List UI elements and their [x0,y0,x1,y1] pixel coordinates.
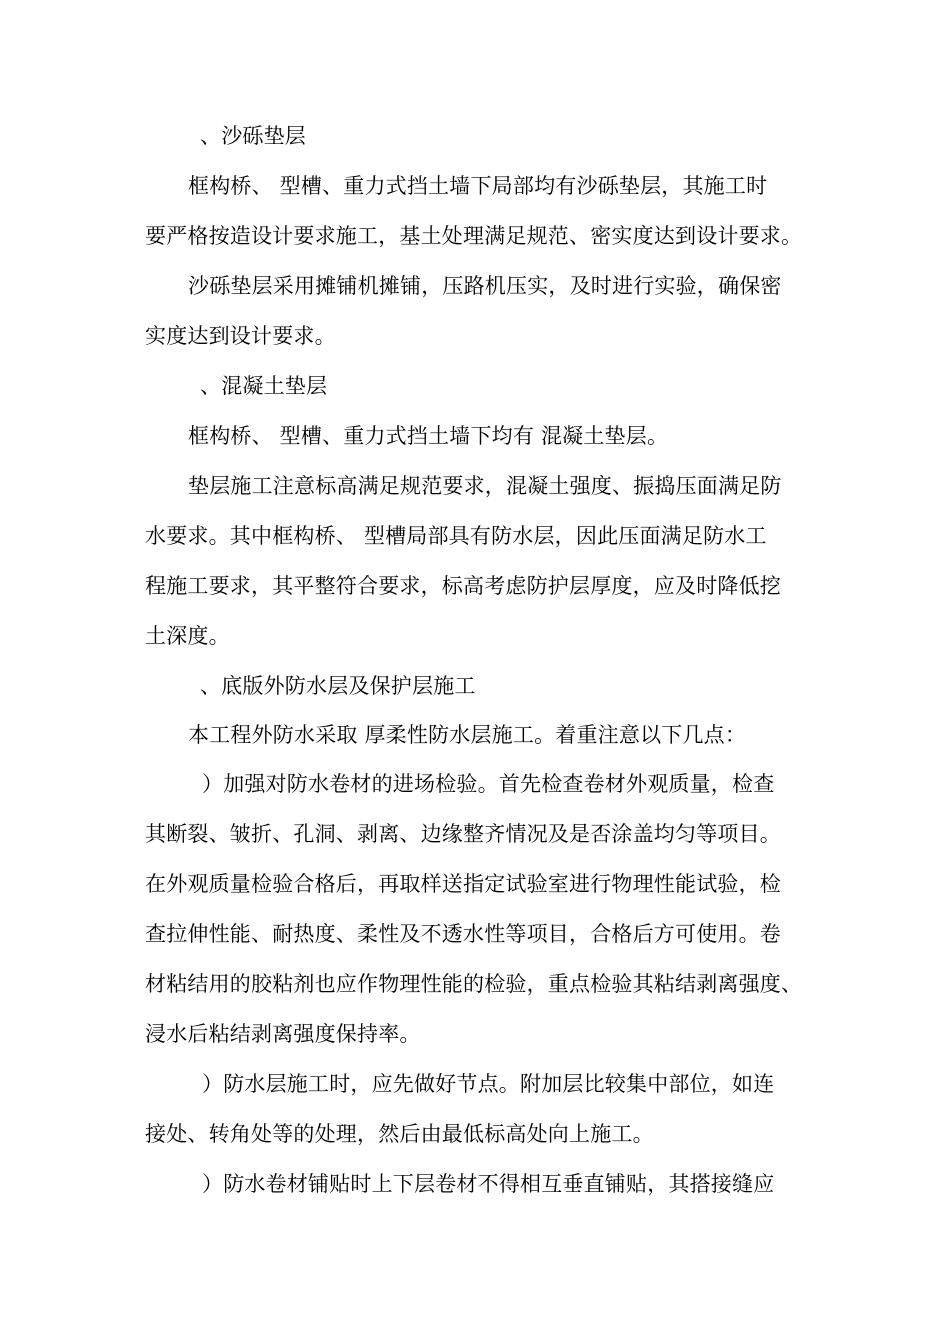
list-item-line: ）防水层施工时，应先做好节点。附加层比较集中部位，如连 [202,1072,775,1096]
paragraph-line: 框构桥、 型槽、重力式挡土墙下均有 混凝土垫层。 [188,424,669,448]
list-item-line: ）加强对防水卷材的进场检验。首先检查卷材外观质量，检查 [202,772,775,796]
paragraph-line: 实度达到设计要求。 [145,324,336,348]
paragraph-line: 材粘结用的胶粘剂也应作物理性能的检验，重点检验其粘结剥离强度、 [145,972,803,996]
paragraph-line: 其断裂、皱折、孔洞、剥离、边缘整齐情况及是否涂盖均匀等项目。 [145,822,781,846]
paragraph-line: 浸水后粘结剥离强度保持率。 [145,1022,421,1046]
section-heading-waterproofing: 、底版外防水层及保护层施工 [200,674,476,698]
section-heading-concrete-cushion: 、混凝土垫层 [200,374,328,398]
list-item-line: ）防水卷材铺贴时上下层卷材不得相互垂直铺贴，其搭接缝应 [202,1172,775,1196]
paragraph-line: 水要求。其中框构桥、 型槽局部具有防水层，因此压面满足防水工 [145,524,767,548]
paragraph-line: 在外观质量检验合格后，再取样送指定试验室进行物理性能试验，检 [145,872,781,896]
paragraph-line: 土深度。 [145,624,230,648]
section-heading-gravel-cushion: 、沙砾垫层 [200,124,306,148]
paragraph-line: 垫层施工注意标高满足规范要求，混凝土强度、振捣压面满足防 [188,474,782,498]
paragraph-line: 要严格按造设计要求施工，基土处理满足规范、密实度达到设计要求。 [145,224,803,248]
paragraph-line: 沙砾垫层采用摊铺机摊铺，压路机压实，及时进行实验，确保密 [188,274,782,298]
paragraph-line: 本工程外防水采取 厚柔性防水层施工。着重注意以下几点： [188,723,747,747]
paragraph-line: 接处、转角处等的处理，然后由最低标高处向上施工。 [145,1122,654,1146]
paragraph-line: 查拉伸性能、耐热度、柔性及不透水性等项目，合格后方可使用。卷 [145,922,781,946]
paragraph-line: 框构桥、 型槽、重力式挡土墙下局部均有沙砾垫层，其施工时 [188,174,768,198]
paragraph-line: 程施工要求，其平整符合要求，标高考虑防护层厚度，应及时降低挖 [145,574,781,598]
